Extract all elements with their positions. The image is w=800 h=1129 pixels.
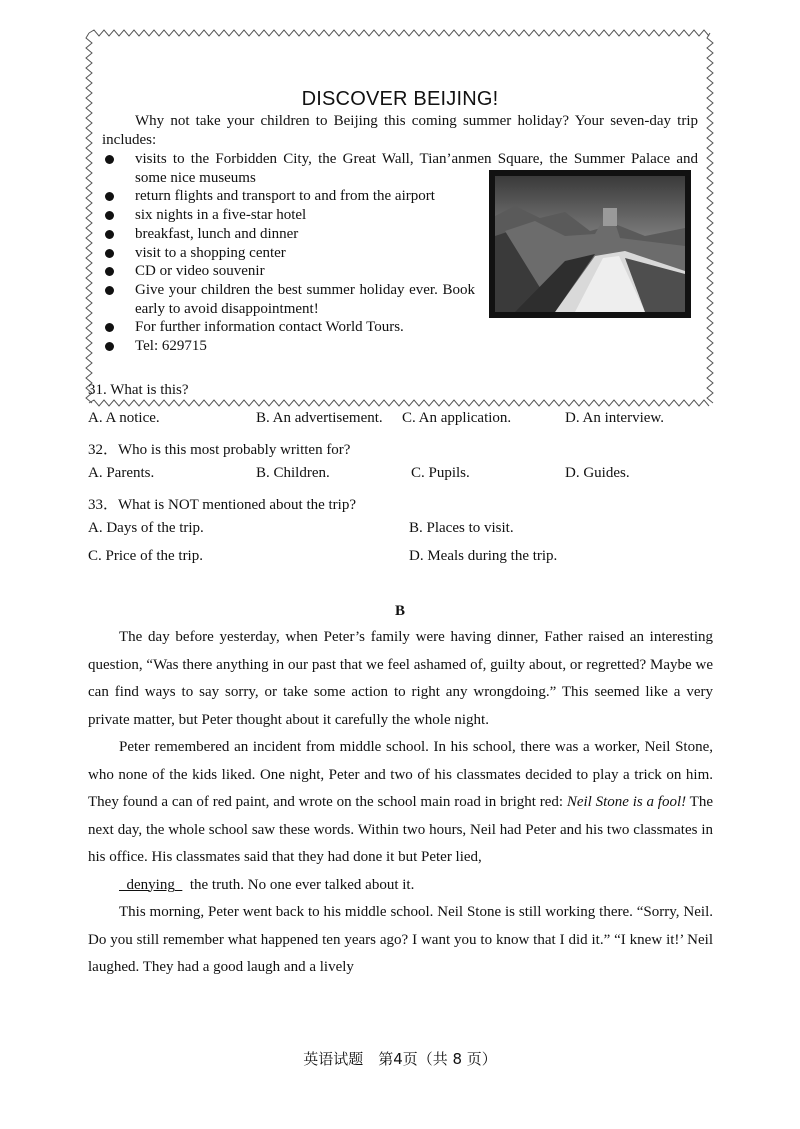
ad-item: visits to the Forbidden City, the Great Wall, Tian’anmen Square, the Summer Palace and some nice museums [102, 150, 698, 187]
reading-passage [88, 624, 713, 982]
section-heading: B [394, 603, 405, 619]
option-d: D. Meals during the trip. [409, 548, 558, 564]
ad-item: Tel: 629715 [102, 337, 698, 356]
page-footer: 英语试题 第4页（共 8 页） [303, 1050, 497, 1068]
paragraph: The day before yesterday, when Peter’s family were having dinner, Father raised an interesting question, “Was there anything in our past that we feel ashamed of, guilty about, or regretted? Maybe we can find ways to say sorry, or take some action to right any wrongdoing.” This seemed like a very private matter, but Peter thought about it carefully the whole night. [88, 629, 713, 728]
option-c: C. An application. [402, 410, 512, 426]
answer-blank: denying [126, 876, 175, 893]
bullet-icon [105, 342, 114, 351]
ad-item: return flights and transport to and from the airport [102, 187, 475, 206]
ad-title: DISCOVER BEIJING! [301, 88, 499, 110]
option-a: A. Days of the trip. [88, 520, 204, 536]
ad-item: visit to a shopping center [102, 244, 475, 263]
bullet-icon [105, 267, 114, 276]
option-c: C. Price of the trip. [88, 548, 203, 564]
ad-intro: Why not take your children to Beijing this coming summer holiday? Your seven-day trip includes: [102, 113, 698, 148]
bullet-icon [105, 211, 114, 220]
bullet-icon [105, 192, 114, 201]
question-32: 32．Who is this most probably written for? [88, 442, 351, 458]
option-b: B. Children. [256, 465, 330, 481]
bullet-icon [105, 323, 114, 332]
ad-item: breakfast, lunch and dinner [102, 225, 475, 244]
bullet-icon [105, 155, 114, 164]
option-b: B. Places to visit. [409, 520, 514, 536]
ad-item: six nights in a five-star hotel [102, 206, 475, 225]
ad-item: CD or video souvenir [102, 262, 475, 281]
ad-item: Give your children the best summer holiday ever. Book early to avoid disappointment! [102, 281, 475, 318]
option-d: D. Guides. [565, 465, 630, 481]
option-b: B. An advertisement. [256, 410, 383, 426]
paragraph: This morning, Peter went back to his middle school. Neil Stone is still working there. “Sorry, Neil. Do you still remember what happened ten years ago? I want you to know that I did it.” “I knew it!’ Neil laughed. They had a good laugh and a lively [88, 904, 713, 975]
option-c: C. Pupils. [411, 465, 470, 481]
paragraph: denying the truth. No one ever talked about it. [88, 872, 713, 900]
paragraph: Peter remembered an incident from middle school. In his school, there was a worker, Neil Stone, who none of the kids liked. One night, Peter and two of his classmates decided to play a trick on him. They found a can of red paint, and wrote on the school main road in bright red: Neil Stone is a fool! The next day, the whole school saw these words. Within two hours, Neil had Peter and his two classmates in his office. His classmates said that they had done it but Peter lied, [88, 739, 713, 865]
question-31: 31. What is this? [88, 382, 189, 398]
option-a: A. A notice. [88, 410, 160, 426]
option-d: D. An interview. [565, 410, 665, 426]
option-a: A. Parents. [88, 465, 155, 481]
bullet-icon [105, 230, 114, 239]
great-wall-photo [489, 170, 691, 318]
bullet-icon [105, 286, 114, 295]
question-33: 33．What is NOT mentioned about the trip? [88, 497, 357, 513]
great-wall-image [495, 176, 685, 312]
ad-item: For further information contact World Tours. [102, 318, 698, 337]
bullet-icon [105, 249, 114, 258]
quoted-graffiti: Neil Stone is a fool! [566, 794, 687, 810]
